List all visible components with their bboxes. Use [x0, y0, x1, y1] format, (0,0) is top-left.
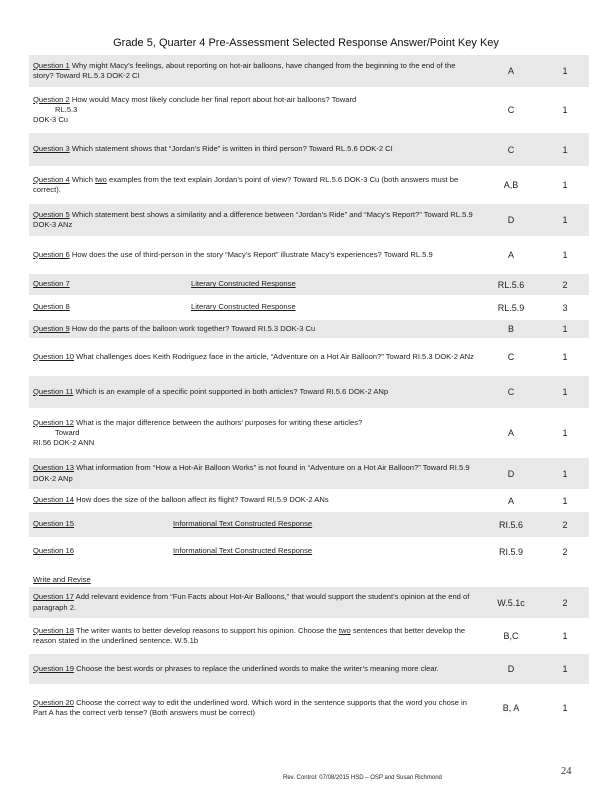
question-label: Question 8 [33, 302, 70, 312]
question-text: How does the use of third-person in the story “Macy’s Report” illustrate Macy’s experiences? Toward RL.5.9 [69, 249, 433, 259]
table-row [29, 132, 589, 167]
question-text-emphasis: two [95, 174, 107, 184]
points-cell: 1 [541, 167, 589, 203]
question-text: Choose the correct way to edit the underlined word. Which word in the sentence supports that the word you chose in Part A has the correct verb tense? (Both answers must be correct) [33, 697, 467, 717]
answer-cell: C [481, 88, 541, 132]
answer-cell: D [481, 653, 541, 685]
question-text: Which statement best shows a similarity and a difference between “Jordan’s Ride” and “Macy’s Report?” Toward RL.5.9 DOK-3 ANz [33, 209, 473, 229]
question-text: What is the major difference between the authors’ purposes for writing these articles? [73, 417, 363, 427]
question-text-toward: Toward [55, 427, 80, 437]
question-type: Literary Constructed Response [191, 279, 296, 289]
points-cell: 1 [541, 409, 589, 457]
question-type: Informational Text Constructed Response [173, 519, 313, 529]
question-label: Question 3 [33, 144, 70, 154]
table-row [29, 296, 589, 319]
answer-cell: A [481, 55, 541, 88]
table-row [29, 319, 589, 339]
question-text: Which [69, 174, 96, 184]
answer-cell: D [481, 457, 541, 490]
table-row [29, 55, 589, 88]
question-label: Question 11 [33, 386, 74, 396]
question-text-emphasis: two [338, 625, 351, 635]
answer-cell: A,B [481, 167, 541, 203]
points-cell: 2 [541, 538, 589, 565]
points-cell: 1 [541, 132, 589, 167]
table-row [29, 273, 589, 296]
question-label: Question 14 [33, 495, 74, 505]
question-text: How do the parts of the balloon work together? Toward RI.5.3 DOK-3 Cu [69, 323, 316, 333]
table-row [29, 511, 589, 538]
question-type: Literary Constructed Response [191, 302, 296, 312]
section-heading: Write and Revise [33, 574, 91, 584]
answer-cell: B [481, 319, 541, 339]
table-row [29, 490, 589, 511]
answer-cell: RI.5.6 [481, 511, 541, 538]
table-row [29, 203, 589, 237]
table-row [29, 457, 589, 490]
question-text: sentences that better develop the reason stated in the underlined sentence. W.5.1b [33, 625, 466, 645]
answer-cell: C [481, 375, 541, 409]
table-row [29, 339, 589, 375]
table-row [29, 538, 589, 565]
answer-cell: A [481, 409, 541, 457]
answer-cell: RI.5.9 [481, 538, 541, 565]
points-cell: 1 [541, 685, 589, 731]
section-header-row [29, 565, 589, 586]
table-row [29, 619, 589, 653]
question-text: Why might Macy’s feelings, about reporting on hot-air balloons, have changed from the beginning to the end of the story? Toward RL.5.3 DOK-2 CI [33, 60, 456, 80]
points-cell: 3 [541, 296, 589, 319]
question-text: What challenges does Keith Rodriguez face in the article, “Adventure on a Hot Air Balloon?” Toward RI.5.3 DOK-2 ANz [73, 351, 474, 361]
question-text: Which is an example of a specific point supported in both articles? Toward RI.5.6 DOK-2 ANp [73, 386, 389, 396]
table-row [29, 409, 589, 457]
table-row [29, 685, 589, 731]
answer-cell: W.5.1c [481, 586, 541, 619]
question-label: Question 17 [33, 592, 74, 602]
question-label: Question 18 [33, 625, 74, 635]
question-label: Question 2 [33, 94, 70, 104]
table-row [29, 88, 589, 132]
question-text-standard: RL.5.3 [55, 104, 78, 114]
question-text: What information from “How a Hot-Air Balloon Works” is not found in “Adventure on a Hot Air Balloon?” Toward RI.5.9 DOK-2 ANp [33, 463, 470, 483]
page-title: Grade 5, Quarter 4 Pre-Assessment Selected Response Answer/Point Key Key [113, 37, 499, 49]
question-text: How would Macy most likely conclude her final report about hot-air balloons? Toward [69, 94, 357, 104]
question-label: Question 6 [33, 249, 70, 259]
question-text: Choose the best words or phrases to replace the underlined words to make the writer’s meaning more clear. [73, 663, 439, 673]
revision-footer: Rev. Control: 07/08/2015 HSD – OSP and Susan Richmond [283, 775, 442, 781]
answer-cell: C [481, 132, 541, 167]
points-cell: 1 [541, 55, 589, 88]
question-label: Question 1 [33, 60, 70, 70]
table-row [29, 375, 589, 409]
answer-cell: B, A [481, 685, 541, 731]
points-cell: 1 [541, 653, 589, 685]
question-label: Question 19 [33, 663, 74, 673]
question-label: Question 12 [33, 417, 74, 427]
points-cell: 2 [541, 511, 589, 538]
points-cell: 1 [541, 88, 589, 132]
question-text-standard: RI.56 DOK-2 ANN [33, 438, 95, 448]
question-label: Question 20 [33, 697, 74, 707]
points-cell: 1 [541, 319, 589, 339]
table-row [29, 167, 589, 203]
table-row [29, 653, 589, 685]
answer-cell: A [481, 237, 541, 273]
points-cell: 2 [541, 586, 589, 619]
question-label: Question 15 [33, 519, 74, 529]
points-cell: 1 [541, 490, 589, 511]
question-text-dok: DOK-3 Cu [33, 115, 69, 125]
answer-key-table [29, 55, 589, 732]
table-row [29, 237, 589, 273]
answer-cell: B,C [481, 619, 541, 653]
question-text: examples from the text explain Jordan’s point of view? Toward RL.5.6 DOK-3 Cu (both answers must be correct). [33, 174, 459, 194]
answer-cell: RL.5.9 [481, 296, 541, 319]
question-label: Question 10 [33, 351, 74, 361]
points-cell: 2 [541, 273, 589, 296]
question-text: How does the size of the balloon affect its flight? Toward RI.5.9 DOK-2 ANs [73, 495, 329, 505]
answer-cell: D [481, 203, 541, 237]
question-label: Question 16 [33, 546, 74, 556]
answer-cell: C [481, 339, 541, 375]
question-label: Question 4 [33, 174, 70, 184]
points-cell: 1 [541, 203, 589, 237]
points-cell: 1 [541, 375, 589, 409]
question-text: Add relevant evidence from “Fun Facts about Hot-Air Balloons,” that would support the student’s opinion at the end of paragraph 2. [33, 592, 470, 612]
question-label: Question 5 [33, 209, 70, 219]
question-label: Question 9 [33, 323, 70, 333]
answer-cell: A [481, 490, 541, 511]
points-cell: 1 [541, 619, 589, 653]
question-type: Informational Text Constructed Response [173, 546, 313, 556]
points-cell: 1 [541, 237, 589, 273]
points-cell: 1 [541, 457, 589, 490]
answer-cell: RL.5.6 [481, 273, 541, 296]
table-row [29, 586, 589, 619]
page-number: 24 [561, 766, 572, 777]
question-text: Which statement shows that “Jordan’s Ride” is written in third person? Toward RL.5.6 DOK-2 CI [69, 144, 393, 154]
question-label: Question 7 [33, 279, 70, 289]
question-text: The writer wants to better develop reasons to support his opinion. Choose the [73, 625, 339, 635]
points-cell: 1 [541, 339, 589, 375]
question-label: Question 13 [33, 463, 74, 473]
